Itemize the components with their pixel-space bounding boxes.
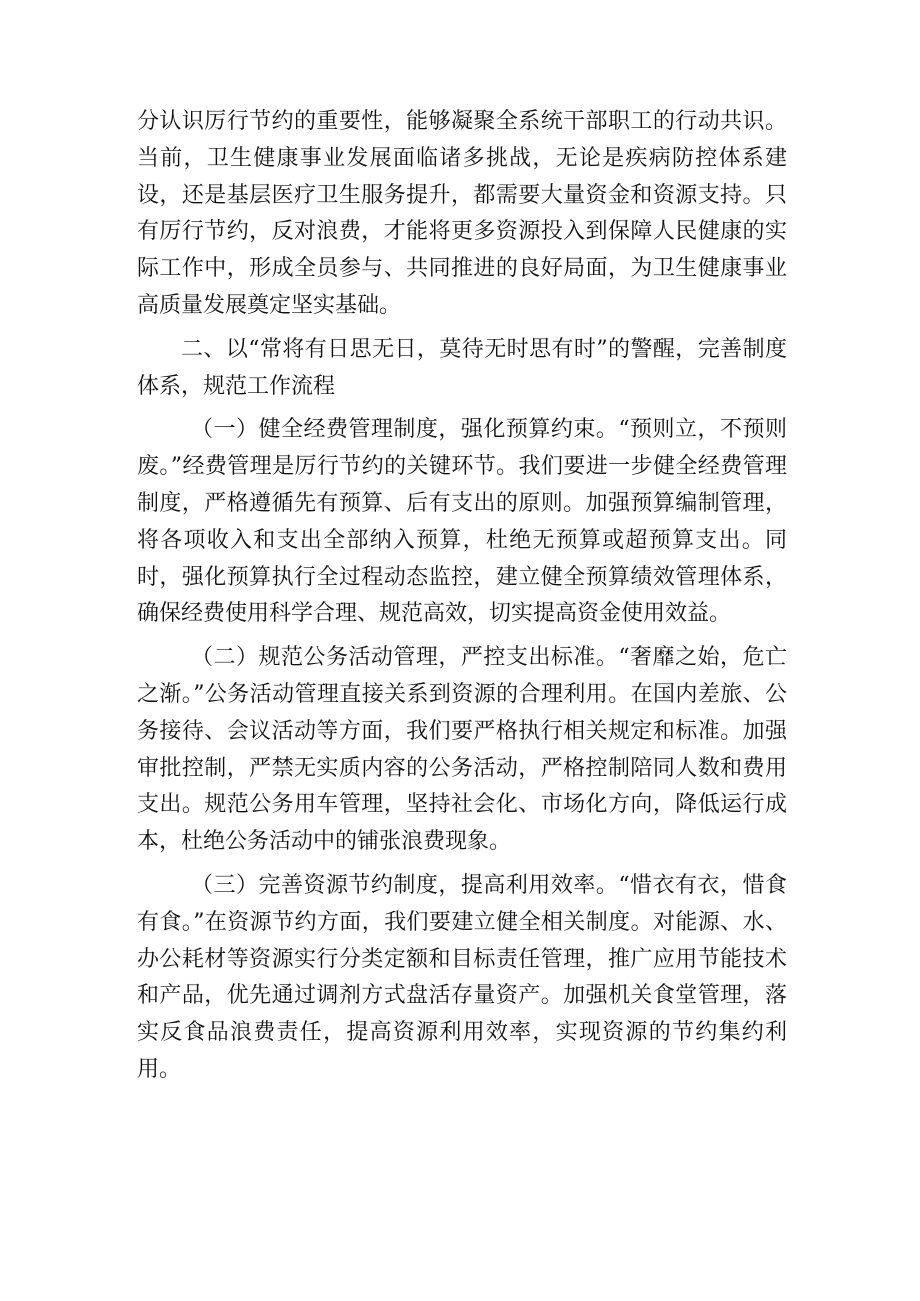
section-heading-two: 二、以“常将有日思无日，莫待无时思有时”的警醒，完善制度体系，规范工作流程: [137, 336, 787, 399]
subsection-resource-saving: （三）完善资源节约制度，提高利用效率。“惜衣有衣，惜食有食。”在资源节约方面，我们要建立健全相关制度。对能源、水、办公耗材等资源实行分类定额和目标责任管理，推广应用节能技术和产品，优先通过调剂方式盘活存量资产。加强机关食堂管理，落实反食品浪费责任，提高资源利用效率，实现资源的节约集约利用。: [137, 872, 787, 1082]
subsection-funding-management: （一）健全经费管理制度，强化预算约束。“预则立，不预则废。”经费管理是厉行节约的关键环节。我们要进一步健全经费管理制度，严格遵循先有预算、后有支出的原则。加强预算编制管理，将各项收入和支出全部纳入预算，杜绝无预算或超预算支出。同时，强化预算执行全过程动态监控，建立健全预算绩效管理体系，确保经费使用科学合理、规范高效，切实提高资金使用效益。: [137, 417, 787, 627]
document-page: [137, 104, 787, 1089]
paragraph-importance: 分认识厉行节约的重要性，能够凝聚全系统干部职工的行动共识。当前，卫生健康事业发展面临诸多挑战，无论是疾病防控体系建设，还是基层医疗卫生服务提升，都需要大量资金和资源支持。只有厉行节约，反对浪费，才能将更多资源投入到保障人民健康的实际工作中，形成全员参与、共同推进的良好局面，为卫生健康事业高质量发展奠定坚实基础。: [137, 109, 787, 318]
subsection-official-activities: （二）规范公务活动管理，严控支出标准。“奢靡之始，危亡之渐。”公务活动管理直接关系到资源的合理利用。在国内差旅、公务接待、会议活动等方面，我们要严格执行相关规定和标准。加强审批控制，严禁无实质内容的公务活动，严格控制陪同人数和费用支出。规范公务用车管理，坚持社会化、市场化方向，降低运行成本，杜绝公务活动中的铺张浪费现象。: [137, 645, 787, 855]
